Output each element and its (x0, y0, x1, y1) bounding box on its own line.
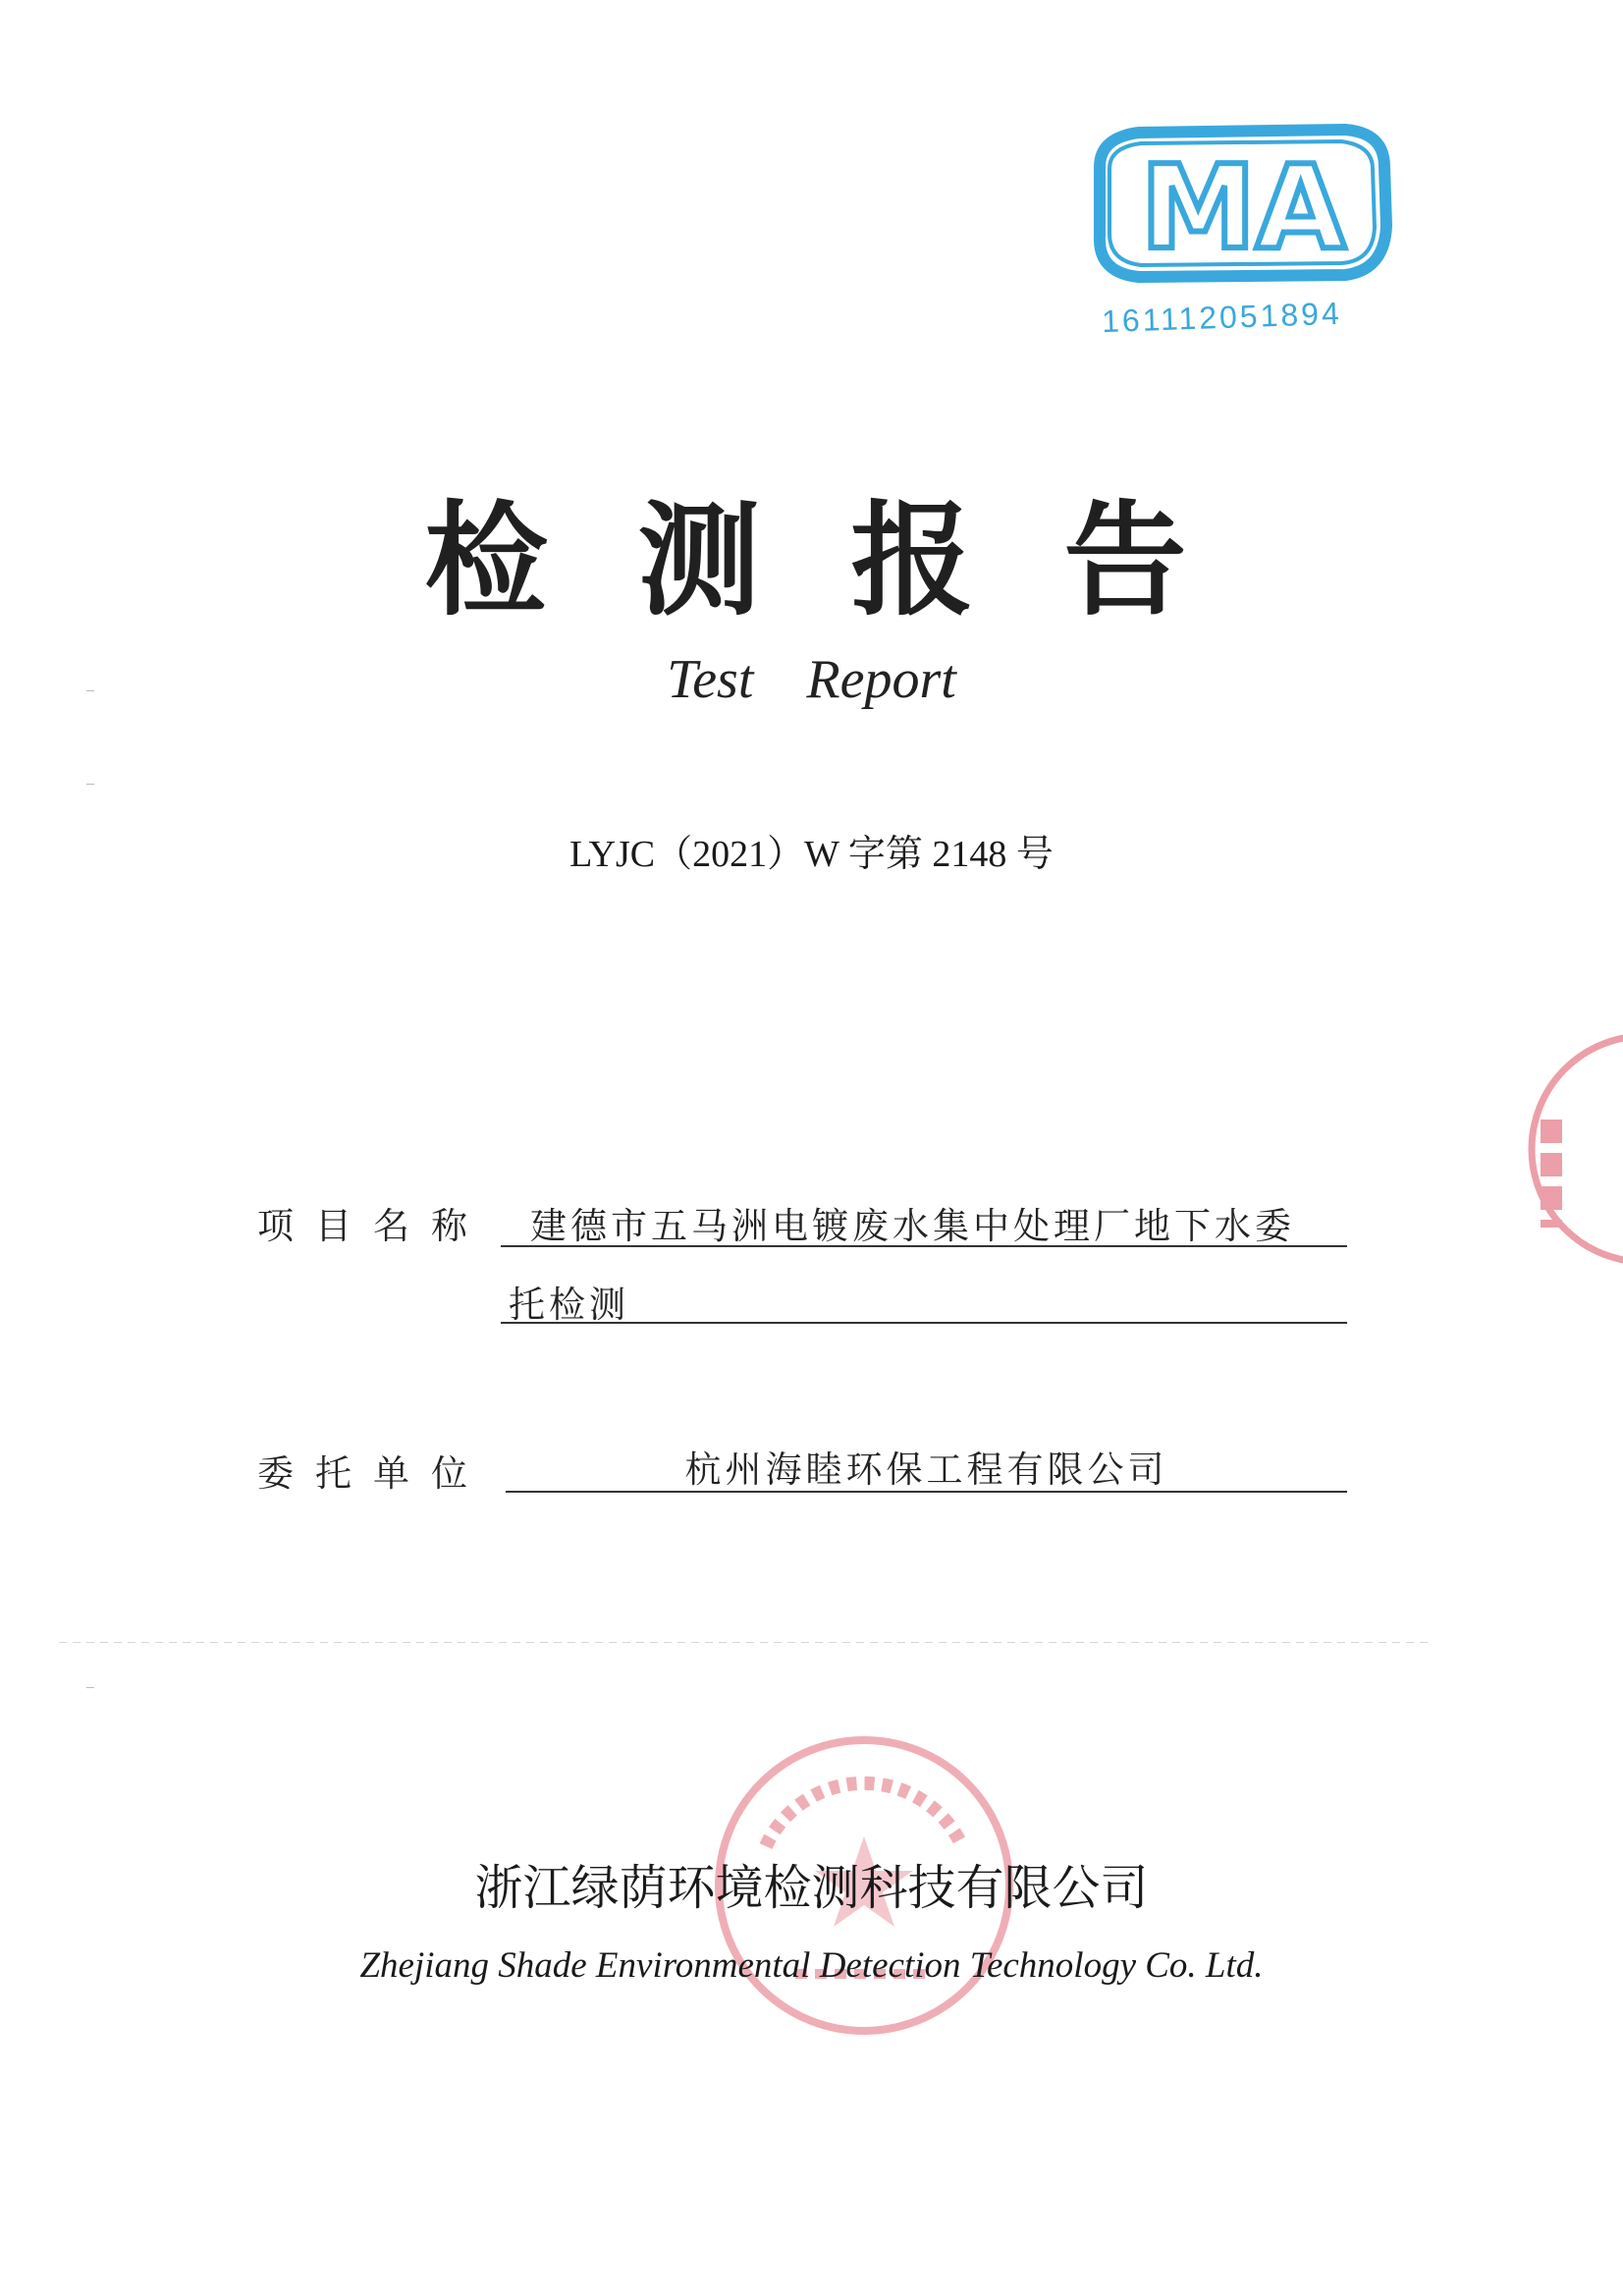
company-name-en: Zhejiang Shade Environmental Detection Technology Co. Ltd. (359, 1945, 1264, 1986)
fold-line (59, 1642, 1434, 1643)
cma-logo-icon (1070, 108, 1404, 304)
scan-mark (86, 1687, 94, 1688)
scan-mark (86, 784, 94, 785)
cma-number: 161112051894 (1101, 295, 1343, 340)
client-value: 杭州海睦环保工程有限公司 (506, 1440, 1347, 1493)
company-name-cn: 浙江绿荫环境检测科技有限公司 (474, 1860, 1149, 1916)
project-value-line1: 建德市五马洲电镀废水集中处理厂地下水委 (501, 1196, 1347, 1247)
side-seal-icon (1527, 1002, 1623, 1296)
cma-stamp (1070, 108, 1404, 383)
scan-mark (86, 690, 94, 691)
project-value-line2: 托检测 (501, 1275, 1347, 1324)
client-label: 委托单位 (257, 1452, 489, 1495)
page-subtitle: Test Report (667, 649, 956, 710)
project-label: 项目名称 (257, 1205, 489, 1247)
cma-letters: MA (1140, 139, 1346, 275)
report-number: LYJC（2021）W 字第 2148 号 (569, 834, 1054, 875)
page-title: 检测报告 (424, 489, 1277, 632)
